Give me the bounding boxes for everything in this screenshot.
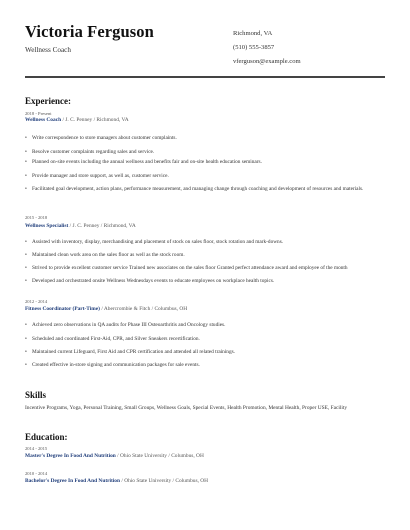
education-dates: 2014 - 2015 xyxy=(25,446,48,451)
list-item: • Facilitated goal development, action plans, performance measurement, and managing change through coaching and development of resources and materials. xyxy=(25,186,381,193)
list-item: • Provide manager and store support, as well as, customer service. xyxy=(25,173,169,180)
list-item: • Achieved zero observations in QA audits for Phase III Osteoarthritis and Oncology studies. xyxy=(25,322,225,329)
contact-location: Richmond, VA xyxy=(233,30,273,37)
job-company: / Abercrombie & Fitch / Columbus, OH xyxy=(99,306,188,312)
education-line xyxy=(25,453,204,459)
school-info: / Ohio State University / Columbus, OH xyxy=(115,453,204,459)
job-company: / J. C. Penney / Richmond, VA xyxy=(68,223,136,229)
job-dates: 2012 - 2014 xyxy=(25,299,48,304)
contact-email[interactable]: vferguson@example.com xyxy=(233,58,301,65)
resume-header xyxy=(25,22,385,74)
job-title: Fitness Coordinator (Part-Time) xyxy=(25,306,100,312)
list-item: • Scheduled and coordinated First-Aid, CPR, and Silver Sneakers recertification. xyxy=(25,336,200,343)
job-title-line xyxy=(25,223,136,229)
list-item: • Resolve customer complaints regarding sales and service. xyxy=(25,149,154,156)
list-item: • Assisted with inventory, display, merchandising and placement of stock on sales floor, stock rotation and mark-downs. xyxy=(25,239,283,246)
education-line xyxy=(25,478,208,484)
job-dates: 2018 - Present xyxy=(25,111,52,116)
header-divider xyxy=(25,76,385,78)
skills-list: Incentive Programs, Yoga, Personal Training, Small Groups, Wellness Goals, Special Events, Health Promotion, Mental Health, Proper USE, Facility xyxy=(25,405,348,411)
degree-title: Bachelor's Degree In Food And Nutrition xyxy=(25,478,120,484)
candidate-role: Wellness Coach xyxy=(25,46,71,54)
list-item: • Maintained clean work area on the sales floor as well as the stock room. xyxy=(25,252,185,259)
contact-info xyxy=(233,27,301,69)
list-item: • Planned on-site events including the annual wellness and benefits fair and on-site health education seminars. xyxy=(25,159,262,166)
job-company: / J. C. Penney / Richmond, VA xyxy=(61,117,129,123)
job-title: Wellness Coach xyxy=(25,117,62,123)
list-item: • Developed and orchestrated onsite Wellness Wednesdays events to educate employees on workplace health topics. xyxy=(25,278,274,285)
job-dates: 2015 - 2018 xyxy=(25,215,48,220)
job-title-line xyxy=(25,306,187,312)
list-item: • Maintained current Lifeguard, First Aid and CPR certification and attended all related trainings. xyxy=(25,349,235,356)
candidate-name: Victoria Ferguson xyxy=(25,22,154,41)
list-item: • Write correspondence to store managers about customer complaints. xyxy=(25,135,177,142)
job-title: Wellness Specialist xyxy=(25,223,69,229)
school-info: / Ohio State University / Columbus, OH xyxy=(120,478,209,484)
degree-title: Master's Degree In Food And Nutrition xyxy=(25,453,116,459)
contact-phone: (510) 555-3857 xyxy=(233,44,275,51)
job-title-line xyxy=(25,117,129,123)
list-item: • Strived to provide excellent customer service Trained new associates on the sales floor Granted perfect attendance award and employee of the month xyxy=(25,265,348,272)
education-heading: Education: xyxy=(25,432,68,442)
list-item: • Created effective in-store signing and communication packages for sale events. xyxy=(25,362,200,369)
experience-heading: Experience: xyxy=(25,96,71,106)
education-dates: 2010 - 2014 xyxy=(25,471,48,476)
skills-heading: Skills xyxy=(25,390,47,400)
